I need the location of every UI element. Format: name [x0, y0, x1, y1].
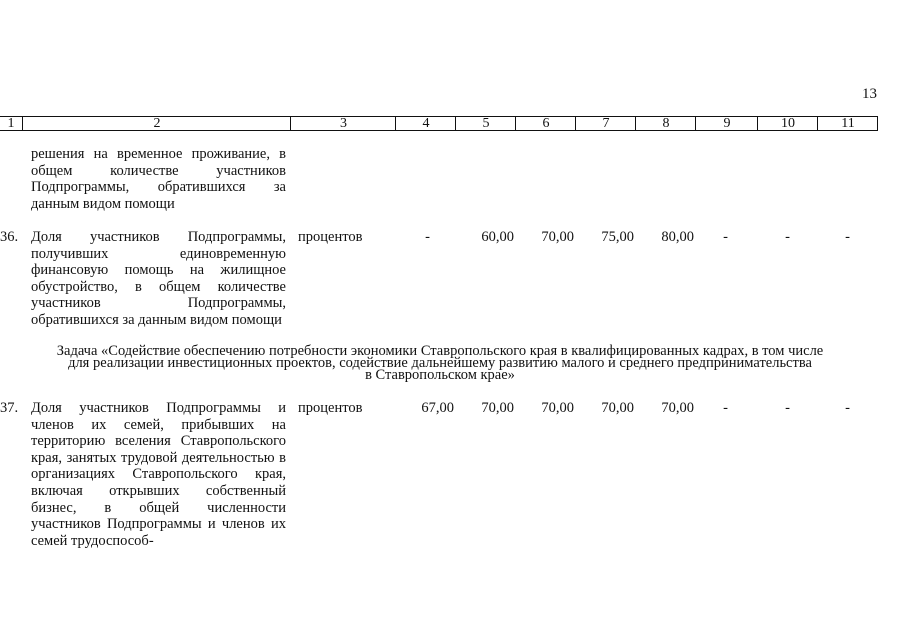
row-value-col4: - [425, 229, 430, 245]
header-col-4: 4 [395, 117, 456, 130]
row-value-col11: - [845, 229, 850, 245]
header-col-3: 3 [290, 117, 396, 130]
header-col-1: 1 [7, 116, 15, 131]
row-value-col6: 70,00 [541, 400, 574, 416]
row-value-col4: 67,00 [421, 400, 454, 416]
header-col-11: 11 [817, 117, 878, 130]
header-col-8: 8 [635, 117, 696, 130]
row-value-col10: - [785, 229, 790, 245]
row-value-col7: 70,00 [601, 400, 634, 416]
row-unit: процентов [298, 229, 363, 245]
row-number: 37. [0, 400, 19, 416]
row-unit: процентов [298, 400, 363, 416]
task-heading-line-2: для реализации инвестиционных проектов, содействие дальнейшему развитию малого и среднего предпринимательства [68, 355, 812, 371]
row-description: Доля участников Подпрограммы, получивших единовременную финансовую помощь на жилищное обустройство, в общем количестве участников Подпрограммы, обратившихся за данным видом помощи [31, 229, 286, 328]
row-value-col8: 80,00 [661, 229, 694, 245]
header-col-7: 7 [575, 117, 636, 130]
row-value-col7: 75,00 [601, 229, 634, 245]
row-description: Доля участников Подпрограммы и членов их семей, прибывших на территорию вселения Ставропольского края, занятых трудовой деятельностью в организациях Ставропольского края, включая открывших собственный бизнес, в общей численности участников Подпрограммы и членов их семей трудоспособ- [31, 400, 286, 549]
table-header [0, 116, 878, 131]
row-value-col9: - [723, 229, 728, 245]
row-number: 36. [0, 229, 19, 245]
row-value-col6: 70,00 [541, 229, 574, 245]
header-col-5: 5 [455, 117, 516, 130]
continuation-text: решения на временное проживание, в общем количестве участников Подпрограммы, обратившихся за данным видом помощи [31, 146, 286, 212]
header-col-2: 2 [22, 117, 291, 130]
row-value-col9: - [723, 400, 728, 416]
header-col-9: 9 [695, 117, 758, 130]
row-value-col10: - [785, 400, 790, 416]
row-value-col5: 70,00 [481, 400, 514, 416]
task-heading-line-3: в Ставропольском крае» [365, 367, 515, 383]
row-value-col11: - [845, 400, 850, 416]
header-col-10: 10 [757, 117, 818, 130]
header-col-6: 6 [515, 117, 576, 130]
row-value-col8: 70,00 [661, 400, 694, 416]
page-number: 13 [862, 86, 877, 102]
task-heading-line-1: Задача «Содействие обеспечению потребности экономики Ставропольского края в квалифицированных кадрах, в том числе [56, 343, 824, 359]
row-value-col5: 60,00 [481, 229, 514, 245]
